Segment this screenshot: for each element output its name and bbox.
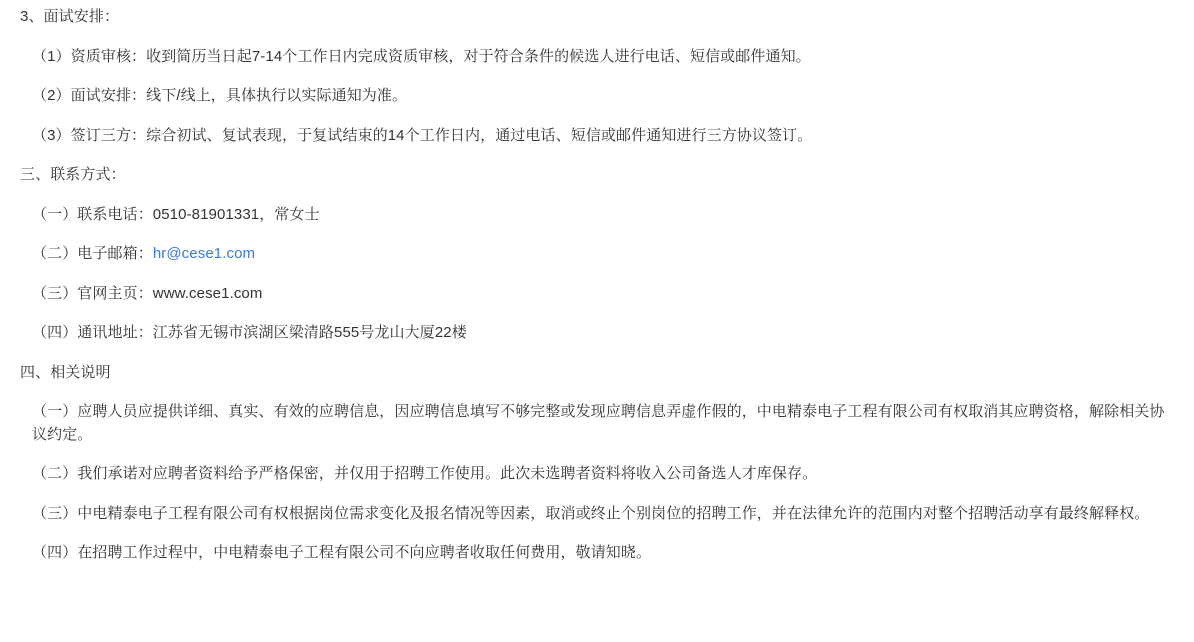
interview-item-arrangement: （2）面试安排：线下/线上，具体执行以实际通知为准。 [32,87,408,104]
note-item-final-interpretation: （三）中电精泰电子工程有限公司有权根据岗位需求变化及报名情况等因素，取消或终止个别岗位的招聘工作，并在法律允许的范围内对整个招聘活动享有最终解释权。 [32,504,1150,522]
note-item-confidentiality: （二）我们承诺对应聘者资料给予严格保密，并仅用于招聘工作使用。此次未选聘者资料将收入公司备选人才库保存。 [32,465,818,482]
note-item-no-fees: （四）在招聘工作过程中，中电精泰电子工程有限公司不向应聘者收取任何费用，敬请知晓。 [32,544,652,561]
interview-item-qualification-review: （1）资质审核：收到简历当日起7-14个工作日内完成资质审核，对于符合条件的候选人进行电话、短信或邮件通知。 [32,47,811,65]
note-item-information-accuracy: （一）应聘人员应提供详细、真实、有效的应聘信息，因应聘信息填写不够完整或发现应聘信息弄虚作假的，中电精泰电子工程有限公司有权取消其应聘资格，解除相关协议约定。 [32,403,1165,443]
section-heading-interview: 3、面试安排： [20,8,120,25]
contact-item-website: （三）官网主页：www.cese1.com [32,284,263,302]
section-heading-contact: 三、联系方式： [20,166,126,183]
interview-item-tripartite-agreement: （3）签订三方：综合初试、复试表现，于复试结束的14个工作日内，通过电话、短信或邮件通知进行三方协议签订。 [32,126,813,144]
contact-email-label: （二）电子邮箱： [32,245,153,262]
contact-item-address: （四）通讯地址：江苏省无锡市滨湖区梁清路555号龙山大厦22楼 [32,324,467,341]
contact-item-email [18,243,1176,266]
contact-item-phone: （一）联系电话：0510-81901331，常女士 [32,205,320,223]
contact-email-link[interactable]: hr@cese1.com [152,245,256,262]
section-heading-notes: 四、相关说明 [20,363,111,381]
